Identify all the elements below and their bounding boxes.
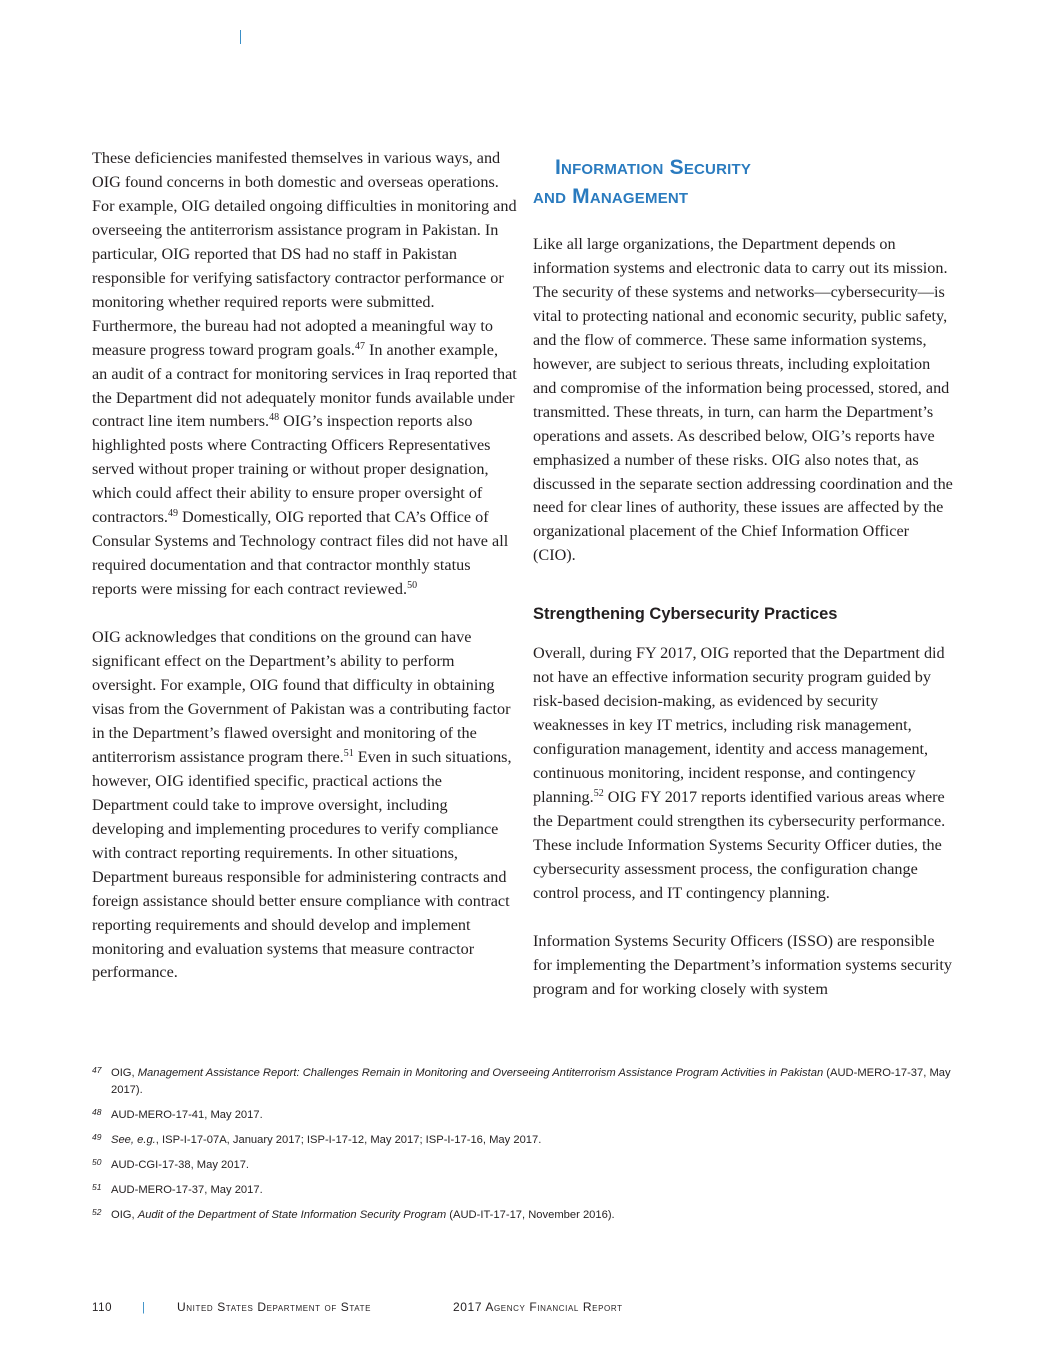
footnote-ref[interactable]: 47: [354, 340, 365, 352]
footnote-number: 51: [92, 1182, 102, 1192]
footnote: [92, 1107, 952, 1124]
footnote-text: (AUD-MERO-17-37, May 2017).: [111, 1067, 951, 1096]
footnote-ref[interactable]: 51: [343, 747, 354, 759]
footnote-title: Management Assistance Report: Challenges Remain in Monitoring and Overseeing Antiterrorism Assistance Program Activities in Pakistan: [137, 1067, 824, 1079]
paragraph-text: OIG acknowledges that conditions on the ground can have significant effect on the Department’s ability to perform oversight. For example, OIG found that difficulty in obtaining visas from the Government of Pakistan was a contributing factor in the Department’s flawed oversight and monitoring of the antiterrorism assistance program there.: [92, 628, 511, 766]
footnote-text: OIG,: [111, 1067, 138, 1079]
paragraph-text: Domestically, OIG reported that CA’s Office of Consular Systems and Technology contract files did not have all required documentation and that contractor monthly status reports were missing for each contract reviewed.: [92, 508, 509, 599]
footnote-text: , ISP-I-17-07A, January 2017; ISP-I-17-12, May 2017; ISP-I-17-16, May 2017.: [155, 1134, 542, 1146]
footnote-ref[interactable]: 48: [269, 412, 280, 424]
paragraph: Information Systems Security Officers (ISSO) are responsible for implementing the Department’s information systems security program and for working closely with system: [533, 931, 952, 998]
sub-heading: Strengthening Cybersecurity Practices: [533, 605, 838, 624]
footnote-text: AUD-MERO-17-37, May 2017.: [111, 1184, 263, 1196]
page-number: 110: [92, 1302, 113, 1314]
paragraph-text: These deficiencies manifested themselves in various ways, and OIG found concerns in both domestic and overseas operations. For example, OIG detailed ongoing difficulties in monitoring and overseeing the antiterrorism assistance program in Pakistan. In particular, OIG reported that DS had no staff in Pakistan responsible for verifying satisfactory contractor performance or monitoring whether required reports were submitted. Furthermore, the bureau had not adopted a meaningful way to measure progress toward program goals.: [92, 149, 517, 359]
page-footer: [92, 1300, 623, 1314]
footer-report-title: 2017 Agency Financial Report: [453, 1300, 623, 1314]
footnote-title: Audit of the Department of State Information Security Program: [137, 1209, 447, 1221]
footnote-number: 48: [92, 1107, 102, 1117]
footnote-text: AUD-CGI-17-38, May 2017.: [111, 1159, 250, 1171]
paragraph: [92, 147, 517, 602]
footnotes: [92, 1065, 952, 1232]
footer-department: United States Department of State: [177, 1300, 372, 1314]
paragraph: [92, 626, 517, 985]
footnote-ref[interactable]: 49: [167, 508, 178, 520]
footer-separator: |: [142, 1302, 146, 1314]
right-column: [533, 147, 953, 1002]
header-rule-mark: [240, 30, 241, 44]
footnote-number: 50: [92, 1157, 102, 1167]
section-heading-line: Information Security: [555, 156, 752, 179]
left-column: [92, 147, 517, 985]
footnote: [92, 1182, 952, 1199]
footnote-number: 52: [92, 1207, 102, 1217]
footnote-text: (AUD-IT-17-17, November 2016).: [446, 1209, 615, 1221]
footnote-number: 47: [92, 1065, 102, 1075]
paragraph: Like all large organizations, the Department depends on information systems and electronic data to carry out its mission. The security of these systems and networks—cybersecurity—is vital to protecting national and economic security, public safety, and the flow of commerce. These same information systems, however, are subject to serious threats, including exploitation and compromise of the information being processed, stored, and transmitted. These threats, in turn, can harm the Department’s operations and assets. As described below, OIG’s reports have emphasized a number of these risks. OIG also notes that, as discussed in the separate section addressing coordination and the need for clear lines of authority, these issues are affected by the organizational placement of the Chief Information Officer (CIO).: [533, 235, 953, 565]
footnote-number: 49: [92, 1132, 102, 1142]
footnote: [92, 1207, 952, 1224]
footnote-ref[interactable]: 50: [407, 580, 418, 592]
paragraph-text: Overall, during FY 2017, OIG reported that the Department did not have an effective information security program guided by risk-based decision-making, as evidenced by security weaknesses in key IT metrics, including risk management, configuration management, identity and access management, continuous monitoring, incident response, and contingency planning.: [533, 644, 945, 807]
footnote-ref[interactable]: 52: [593, 788, 604, 800]
footnote: [92, 1065, 952, 1099]
section-heading: [533, 153, 953, 211]
paragraph-text: In another example, an audit of a contract for monitoring services in Iraq reported that the Department did not adequately monitor funds available under contract line item numbers.: [92, 340, 517, 431]
footnote-text: AUD-MERO-17-41, May 2017.: [111, 1109, 263, 1121]
paragraph: [533, 642, 953, 905]
paragraph-text: OIG FY 2017 reports identified various areas where the Department could strengthen its cybersecurity performance. These include Information Systems Security Officer duties, the cybersecurity assessment process, the configuration change control process, and IT contingency planning.: [533, 788, 946, 902]
footnote-text: OIG,: [111, 1209, 138, 1221]
section-heading-line: and Management: [533, 185, 689, 208]
footnote: [92, 1132, 952, 1149]
paragraph-text: Even in such situations, however, OIG identified specific, practical actions the Department could take to improve oversight, including developing and implementing procedures to verify compliance with contract reporting requirements. In other situations, Department bureaus responsible for administering contracts and foreign assistance should better ensure compliance with contract reporting requirements and should develop and implement monitoring and evaluation systems that measure contractor performance.: [92, 747, 512, 982]
footnote: [92, 1157, 952, 1174]
paragraph-text: OIG’s inspection reports also highlighted posts where Contracting Officers Representatives served without proper training or without proper designation, which could affect their ability to ensure proper oversight of contractors.: [92, 412, 491, 527]
footnote-title: See, e.g.: [111, 1134, 156, 1146]
